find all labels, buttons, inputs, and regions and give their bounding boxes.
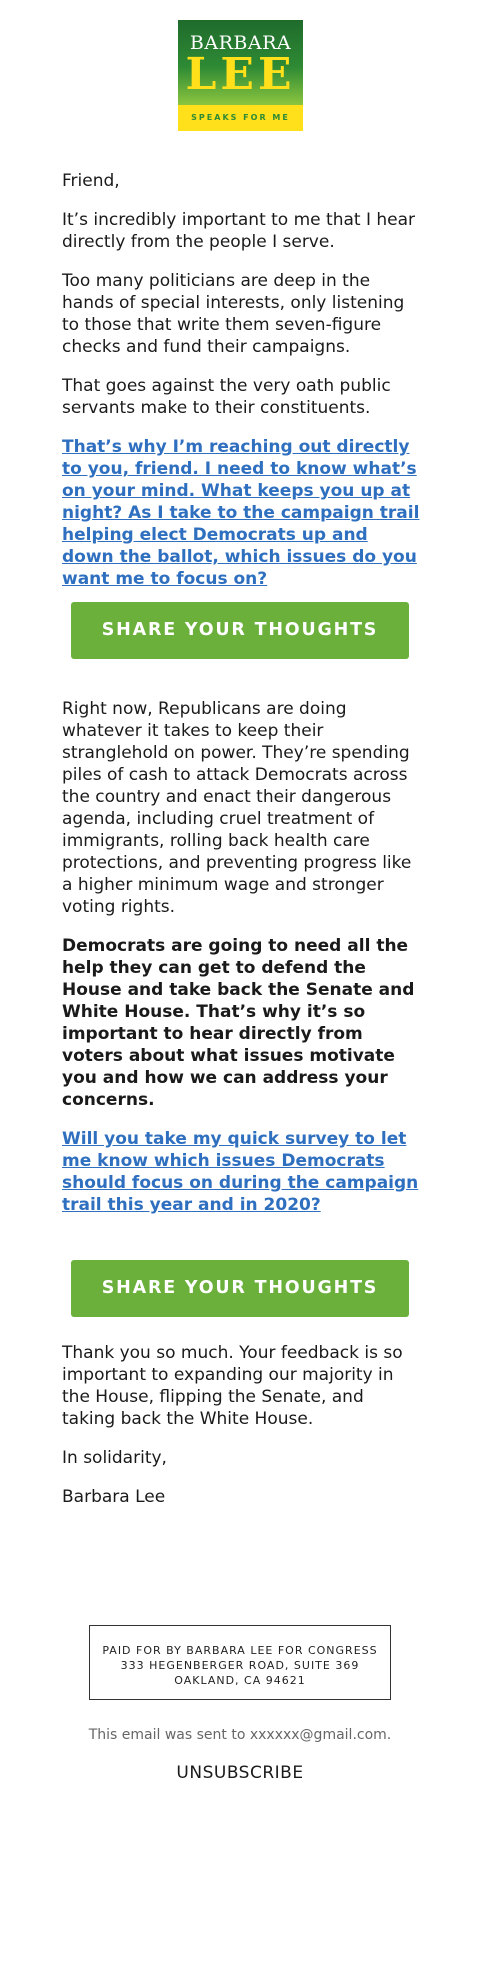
paid-for-disclaimer [89,1625,391,1700]
survey-link[interactable]: Will you take my quick survey to let me know which issues Democrats should focus on during the campaign trail this year and in 2020? [62,1129,419,1215]
paragraph: Thank you so much. Your feedback is so important to expanding our majority in the House, flipping the Senate, and taking back the White House. [62,1343,403,1429]
bold-paragraph: Democrats are going to need all the help they can get to defend the House and take back the Senate and White House. That’s why it’s so important to hear directly from voters about what issues motivate you and how we can address your concerns. [62,936,415,1110]
email-body-section-2 [62,698,420,1233]
paragraph: Too many politicians are deep in the hands of special interests, only listening to those that write them seven-figure checks and fund their campaigns. [62,271,405,357]
paragraph: It’s incredibly important to me that I hear directly from the people I serve. [62,210,416,252]
disclaimer-line: PAID FOR BY BARBARA LEE FOR CONGRESS [102,1644,378,1657]
paragraph: That goes against the very oath public servants make to their constituents. [62,376,391,418]
sent-to-notice: This email was sent to xxxxxx@gmail.com. [88,1727,392,1743]
logo-last-name: LEE [185,49,296,100]
email-body-section-1 [62,170,420,607]
paragraph: Right now, Republicans are doing whatever it takes to keep their stranglehold on power. They’re spending piles of cash to attack Democrats across the country and enact their dangerous agenda, including cruel treatment of immigrants, rolling back health care protections, and preventing progress like a higher minimum wage and stronger voting rights. [62,699,412,917]
unsubscribe-link[interactable]: UNSUBSCRIBE [176,1763,304,1783]
greeting: Friend, [62,171,120,191]
logo-tagline: SPEAKS FOR ME [191,113,290,122]
disclaimer-line: OAKLAND, CA 94621 [174,1674,306,1687]
email-body-section-3 [62,1342,420,1525]
barbara-lee-logo [178,20,303,131]
share-your-thoughts-button[interactable]: SHARE YOUR THOUGHTS [71,1260,409,1317]
disclaimer-line: 333 HEGENBERGER ROAD, SUITE 369 [120,1659,360,1672]
share-your-thoughts-button[interactable]: SHARE YOUR THOUGHTS [71,602,409,659]
logo-tagline-bar [178,105,303,131]
logo-first-name: BARBARA [189,32,292,54]
logo-green-block [178,20,303,105]
survey-link[interactable]: That’s why I’m reaching out directly to you, friend. I need to know what’s on your mind. What keeps you up at night? As I take to the campaign trail helping elect Democrats up and down the ballot, which issues do you want me to focus on? [62,437,420,589]
closing: In solidarity, [62,1448,167,1468]
signature: Barbara Lee [62,1487,166,1507]
